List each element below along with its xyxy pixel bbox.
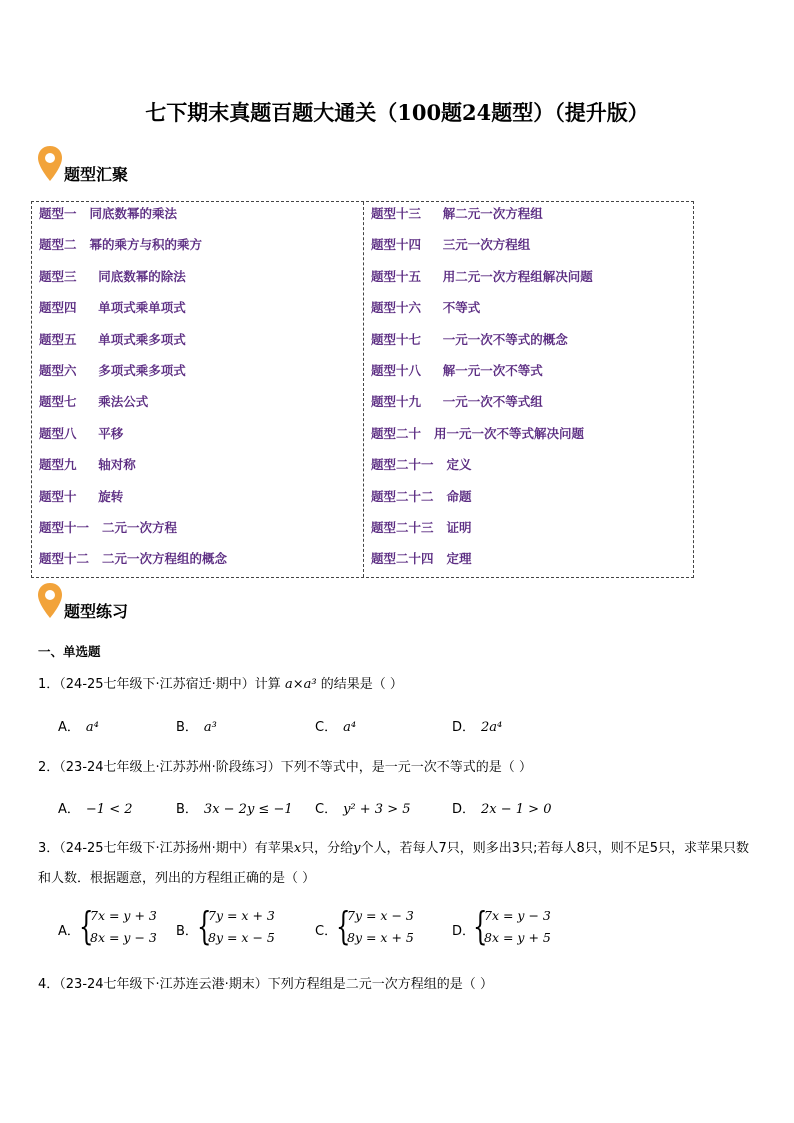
option-b[interactable]: B． { 7y = x + 3 8y = x − 5	[176, 904, 275, 948]
brace-icon: {	[473, 904, 488, 948]
location-pin-icon	[36, 582, 64, 620]
subsection-title: 一、单选题	[38, 644, 101, 659]
topic-link[interactable]: 题型十 旋转	[39, 488, 124, 504]
option-d[interactable]: D． 2a⁴	[452, 720, 503, 735]
table-divider	[363, 202, 364, 577]
option-d[interactable]: D． 2x − 1 > 0	[452, 802, 552, 817]
option-d[interactable]: D． { 7x = y − 3 8x = y + 5	[452, 904, 551, 948]
topic-link[interactable]: 题型二十三 证明	[371, 520, 472, 535]
question-stem: 1．（24-25七年级下·江苏宿迁·期中）计算	[38, 677, 281, 692]
topic-link[interactable]: 题型二十一 定义	[371, 457, 472, 473]
topic-link[interactable]: 题型十六 不等式	[371, 300, 481, 316]
question-2: 2．（23-24七年级上·江苏苏州·阶段练习）下列不等式中，是一元一次不等式的是（ ）	[38, 760, 532, 775]
variable-y: y	[353, 841, 361, 856]
topic-link[interactable]: 题型五 单项式乘多项式	[39, 331, 186, 347]
option-c[interactable]: C． a⁴	[315, 720, 357, 735]
topic-link[interactable]: 题型十七 一元一次不等式的概念	[371, 331, 568, 347]
math-expression: a×a³	[284, 677, 317, 692]
topic-link[interactable]: 题型十五 用二元一次方程组解决问题	[371, 268, 593, 284]
topic-link[interactable]: 题型二十二 命题	[371, 488, 472, 504]
topic-link[interactable]: 题型二十四 定理	[371, 551, 472, 567]
topic-link[interactable]: 题型十二 二元一次方程组的概念	[39, 551, 228, 567]
option-a[interactable]: A． { 7x = y + 3 8x = y − 3	[58, 904, 157, 948]
brace-icon: {	[79, 904, 94, 948]
topic-link[interactable]: 题型九 轴对称	[39, 457, 136, 473]
brace-icon: {	[336, 904, 351, 948]
topic-link[interactable]: 题型二十 用一元一次不等式解决问题	[371, 425, 585, 441]
brace-icon: {	[197, 904, 212, 948]
topic-link[interactable]: 题型六 多项式乘多项式	[39, 363, 186, 378]
question-1	[38, 673, 403, 692]
option-c[interactable]: C． { 7y = x − 3 8y = x + 5	[315, 904, 414, 948]
option-b[interactable]: B． a³	[176, 720, 217, 735]
topic-link[interactable]: 题型三 同底数幂的除法	[39, 268, 186, 284]
topic-link[interactable]: 题型十八 解一元一次不等式	[371, 363, 543, 378]
option-a[interactable]: A． a⁴	[58, 720, 99, 735]
topic-link[interactable]: 题型十三 解二元一次方程组	[371, 206, 543, 221]
topic-table	[31, 201, 694, 578]
topic-link[interactable]: 题型十一 二元一次方程	[39, 520, 178, 535]
topic-link[interactable]: 题型十九 一元一次不等式组	[371, 394, 543, 410]
variable-x: x	[293, 841, 302, 856]
page-title: 七下期末真题百题大通关（100题24题型）（提升版）	[145, 100, 649, 125]
topic-link[interactable]: 题型四 单项式乘单项式	[39, 300, 186, 316]
topic-link[interactable]: 题型八 平移	[39, 425, 124, 441]
topic-link[interactable]: 题型二 幂的乘方与积的乘方	[39, 237, 203, 253]
topic-link[interactable]: 题型七 乘法公式	[39, 394, 149, 410]
question-stem: 的结果是（ ）	[320, 677, 403, 692]
section-title: 题型练习	[64, 602, 129, 621]
location-pin-icon	[36, 145, 64, 183]
question-4: 4．（23-24七年级下·江苏连云港·期末）下列方程组是二元一次方程组的是（ ）	[38, 977, 493, 992]
option-a[interactable]: A． −1 < 2	[58, 802, 133, 817]
option-b[interactable]: B． 3x − 2y ≤ −1	[176, 802, 293, 817]
option-c[interactable]: C． y² + 3 > 5	[315, 802, 411, 817]
topic-link[interactable]: 题型十四 三元一次方程组	[371, 237, 531, 253]
topic-link[interactable]: 题型一 同底数幂的乘法	[39, 206, 178, 221]
section-title: 题型汇聚	[64, 165, 129, 184]
question-3: 3．（24-25七年级下·江苏扬州·期中）有苹果x只，分给y个人，若每人7只，则多出3只;若每人8只，则不足5只，求苹果只数和人数．根据题意，列出的方程组正确的是（ ）	[38, 841, 749, 886]
